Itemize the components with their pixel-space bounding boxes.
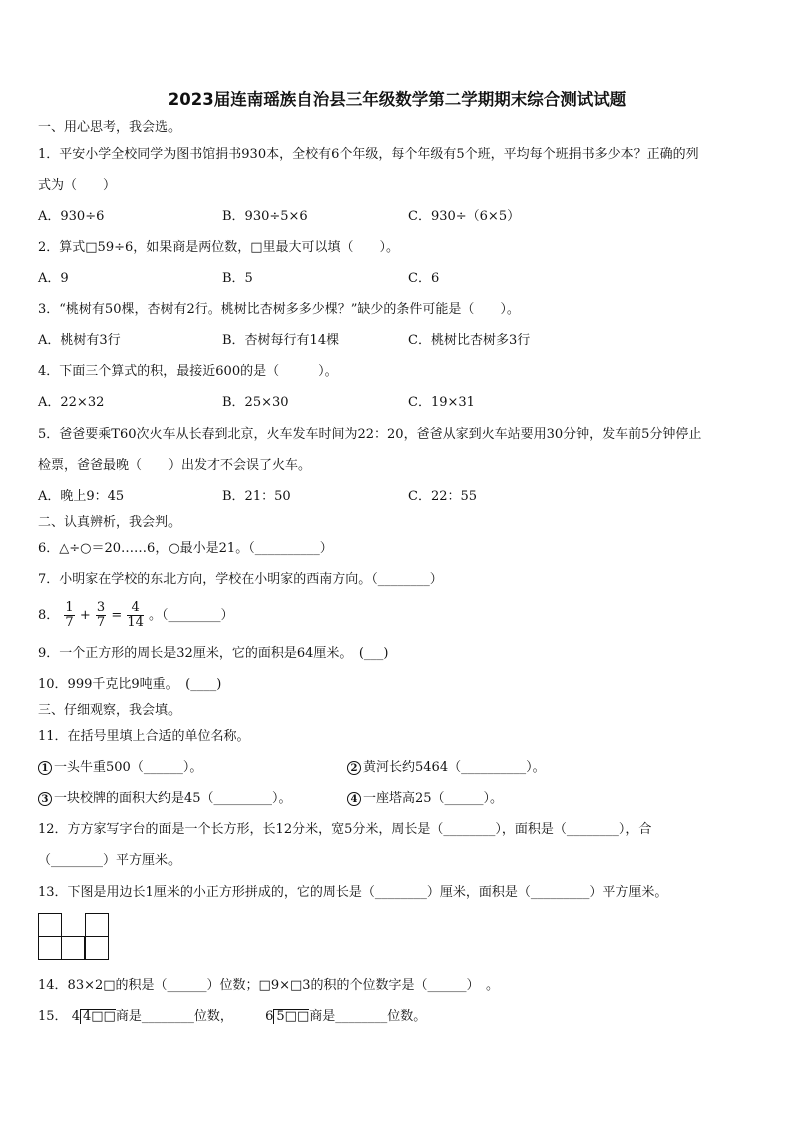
question-15-part-1: 商是________位数， xyxy=(115,1009,233,1024)
question-15-prefix: 15． xyxy=(38,1009,68,1024)
question-3-option-b: B．杏树每行有14棵 xyxy=(222,333,340,348)
question-10-text: 10．999千克比9吨重。 (____) xyxy=(38,677,222,692)
question-12-text-cont: （________）平方厘米。 xyxy=(38,853,182,868)
fraction-4-14: $\frac{4}{14}$ xyxy=(127,600,144,630)
question-12-text: 12．方方家写字台的面是一个长方形，长12分米，宽5分米，周长是（________），面积是（________），合 xyxy=(38,822,652,837)
grid-square xyxy=(85,936,109,960)
question-5-text-cont: 检票，爸爸最晚（ ）出发才不会误了火车。 xyxy=(38,458,312,473)
question-15-text xyxy=(38,1008,426,1026)
question-6-text: 6．△÷○＝20……6，○最小是21。（__________） xyxy=(38,541,333,556)
question-1-text: 1．平安小学全校同学为图书馆捐书930本，全校有6个年级，每个年级有5个班，平均每个班捐书多少本？正确的列 xyxy=(38,147,699,162)
grid-square xyxy=(85,913,109,937)
divisor-1: 4 xyxy=(71,1009,80,1024)
question-5-option-a: A．晚上9：45 xyxy=(38,489,125,504)
question-8-suffix: 。（________） xyxy=(149,608,234,623)
long-division-1: 4□□ xyxy=(80,1009,116,1024)
question-2-text: 2．算式□59÷6，如果商是两位数，□里最大可以填（ ）。 xyxy=(38,240,400,255)
fraction-1-7: $\frac{1}{7}$ xyxy=(65,600,74,630)
question-11-text: 11．在括号里填上合适的单位名称。 xyxy=(38,729,250,744)
grid-square xyxy=(38,913,62,937)
question-3-option-c: C．桃树比杏树多3行 xyxy=(408,333,531,348)
question-3-option-a: A．桃树有3行 xyxy=(38,333,121,348)
section-heading-3: 三、仔细观察，我会填。 xyxy=(38,703,182,718)
divisor-2: 6 xyxy=(265,1009,274,1024)
question-1-option-c: C．930÷（6×5） xyxy=(408,209,521,224)
circled-number-2: 2 xyxy=(347,761,361,775)
question-5-option-c: C．22：55 xyxy=(408,489,478,504)
question-2-option-b: B．5 xyxy=(222,271,253,286)
question-13-text: 13．下图是用边长1厘米的小正方形拼成的，它的周长是（________）厘米，面积是（_________）平方厘米。 xyxy=(38,885,668,900)
circled-number-1: 1 xyxy=(38,761,52,775)
section-heading-2: 二、认真辨析，我会判。 xyxy=(38,515,182,530)
question-3-text: 3．“桃树有50棵，杏树有2行。桃树比杏树多多少棵？”缺少的条件可能是（ ）。 xyxy=(38,302,520,317)
question-4-option-c: C．19×31 xyxy=(408,395,475,410)
grid-square xyxy=(61,936,85,960)
section-heading-1: 一、用心思考，我会选。 xyxy=(38,120,182,135)
question-1-text-cont: 式为（ ） xyxy=(38,178,117,193)
question-8-text xyxy=(38,598,234,634)
square-grid-figure xyxy=(38,913,110,961)
question-4-text: 4．下面三个算式的积，最接近600的是（ ）。 xyxy=(38,364,338,379)
question-4-option-a: A．22×32 xyxy=(38,395,105,410)
question-11-item-3: 3 一块校牌的面积大约是45（_________）。 xyxy=(38,790,292,808)
question-5-text: 5．爸爸要乘T60次火车从长春到北京，火车发车时间为22：20，爸爸从家到火车站要用30分钟，发车前5分钟停止 xyxy=(38,427,702,442)
question-7-text: 7．小明家在学校的东北方向，学校在小明家的西南方向。（________） xyxy=(38,572,443,587)
question-2-option-c: C．6 xyxy=(408,271,440,286)
plus-sign: + xyxy=(79,608,91,623)
question-11-item-2: 2 黄河长约5464（__________）。 xyxy=(347,759,546,777)
question-1-option-b: B．930÷5×6 xyxy=(222,209,308,224)
question-5-option-b: B．21：50 xyxy=(222,489,291,504)
question-4-option-b: B．25×30 xyxy=(222,395,289,410)
grid-square xyxy=(38,936,62,960)
question-2-option-a: A．9 xyxy=(38,271,69,286)
page-title: 2023届连南瑶族自治县三年级数学第二学期期末综合测试试题 xyxy=(167,90,627,109)
question-1-option-a: A．930÷6 xyxy=(38,209,105,224)
question-14-text: 14．83×2□的积是（______）位数；□9×□3的积的个位数字是（______） 。 xyxy=(38,978,500,993)
circled-number-3: 3 xyxy=(38,792,52,806)
long-division-2: 5□□ xyxy=(273,1009,309,1024)
equals-sign: = xyxy=(111,608,123,623)
circled-number-4: 4 xyxy=(347,792,361,806)
question-9-text: 9．一个正方形的周长是32厘米，它的面积是64厘米。 (___) xyxy=(38,646,389,661)
question-11-item-1: 1 一头牛重500（______）。 xyxy=(38,759,202,777)
question-15-part-2: 商是________位数。 xyxy=(309,1009,427,1024)
question-11-item-4: 4 一座塔高25（______）。 xyxy=(347,790,503,808)
fraction-3-7: $\frac{3}{7}$ xyxy=(96,600,106,630)
question-8-prefix: 8． xyxy=(38,608,60,623)
